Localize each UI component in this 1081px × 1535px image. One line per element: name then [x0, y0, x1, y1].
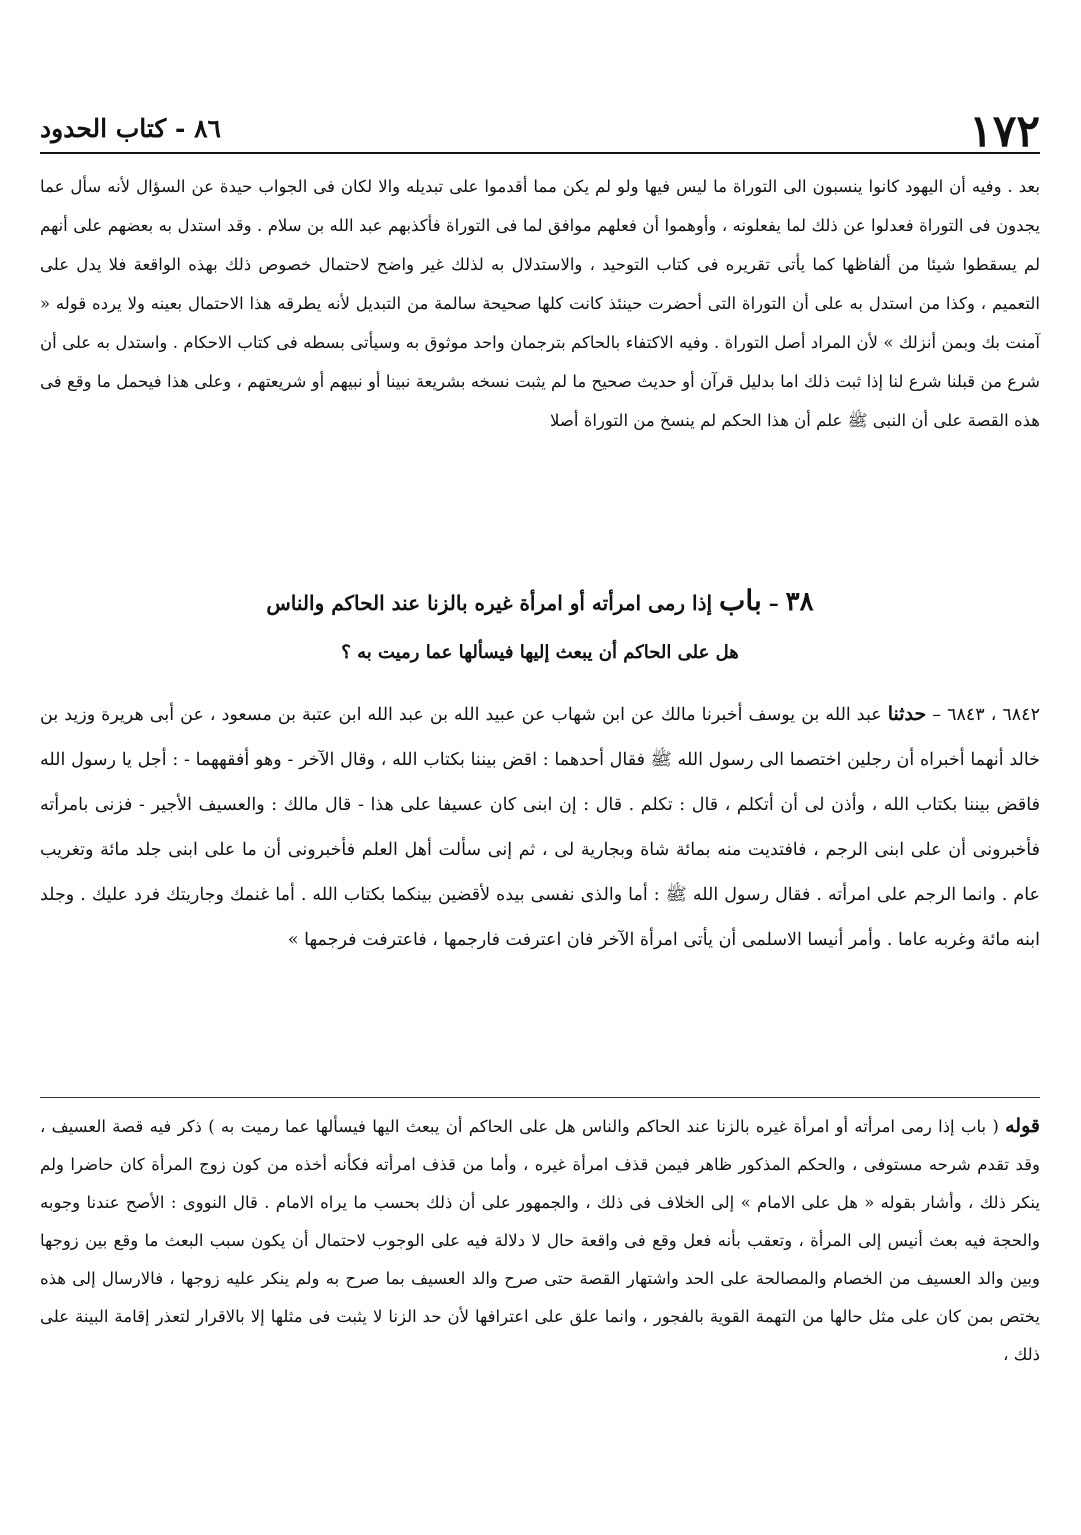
page-header [40, 98, 1040, 158]
chapter-number: ٣٨ [785, 587, 814, 617]
book-title: ٨٦ - كتاب الحدود [40, 114, 221, 143]
commentary-top [40, 167, 1040, 440]
hadith-lead: حدثنا [887, 703, 927, 725]
header-rule [40, 152, 1040, 154]
chapter-subtitle: هل على الحاكم أن يبعث إليها فيسألها عما رميت به ؟ [341, 642, 739, 663]
hadith-numbers: ٦٨٤٢ ، ٦٨٤٣ [947, 705, 1040, 725]
chapter-word: باب [719, 584, 762, 617]
section-divider [40, 1097, 1040, 1098]
hadith-paragraph: ٦٨٤٢ ، ٦٨٤٣ – حدثنا عبد الله بن يوسف أخبرنا مالك عن ابن شهاب عن عبيد الله بن عبد الله ابن عتبة بن مسعود ، عن أبى هريرة وزيد بن خالد أنهما أخبراه أن رجلين اختصما الى رسول الله ﷺ فقال أحدهما : اقض بيننا بكتاب الله ، وقال الآخر - وهو أفقههما - : أجل يا رسول الله فاقض بيننا بكتاب الله ، وأذن لى أن أتكلم ، قال : تكلم . قال : إن ابنى كان عسيفا على هذا - قال مالك : والعسيف الأجير - فزنى بامرأته فأخبرونى أن على ابنى الرجم ، فافتديت منه بمائة شاة وبجارية لى ، ثم إنى سألت أهل العلم فأخبرونى أن ما على ابنى جلد مائة وتغريب عام . وانما الرجم على امرأته . فقال رسول الله ﷺ : أما والذى نفسى بيده لأقضين بينكما بكتاب الله . أما غنمك وجاريتك فرد عليك . وجلد ابنه مائة وغربه عاما . وأمر أنيسا الاسلمى أن يأتى امرأة الآخر فان اعترفت فارجمها ، فاعترفت فرجمها » [40, 703, 1040, 950]
commentary-bottom-paragraph [40, 1107, 1040, 1374]
commentary-top-text: بعد . وفيه أن اليهود كانوا ينسبون الى التوراة ما ليس فيها ولو لم يكن مما أقدموا على تبديله والا لكان فى الجواب حيدة عن السؤال لأنه سأل عما يجدون فى التوراة فعدلوا عن ذلك لما يفعلونه ، وأوهموا أن فعلهم موافق لما فى التوراة فأكذبهم عبد الله بن سلام . وقد استدل به بعضهم على أنهم لم يسقطوا شيئا من ألفاظها كما يأتى تقريره فى كتاب التوحيد ، والاستدلال به لذلك غير واضح لاحتمال خصوص ذلك بهذه الواقعة فلا يدل على التعميم ، وكذا من استدل به على أن التوراة التى أحضرت حينئذ كانت كلها صحيحة سالمة من التبديل لأنه يطرقه هذا الاحتمال بعينه ولا يرده قوله « آمنت بك وبمن أنزلك » لأن المراد أصل التوراة . وفيه الاكتفاء بالحاكم بترجمان واحد موثوق به وسيأتى بسطه فى كتاب الاحكام . واستدل به على أن شرع من قبلنا شرع لنا إذا ثبت ذلك اما بدليل قرآن أو حديث صحيح ما لم يثبت نسخه بشريعة نبينا أو نبيهم أو شريعتهم ، وعلى هذا فيحمل ما وقع فى هذه القصة على أن النبى ﷺ علم أن هذا الحكم لم ينسخ من التوراة أصلا [40, 177, 1040, 430]
hadith-text-block [40, 692, 1040, 963]
page-number: ١٧٢ [969, 106, 1040, 157]
chapter-title: إذا رمى امرأته أو امرأة غيره بالزنا عند الحاكم والناس [266, 591, 713, 615]
commentary-bottom [40, 1107, 1040, 1374]
commentary-bottom-text: ( باب إذا رمى امرأته أو امرأة غيره بالزنا عند الحاكم والناس هل على الحاكم أن يبعث اليها فيسألها عما رميت به ) ذكر فيه قصة العسيف ، وقد تقدم شرحه مستوفى ، والحكم المذكور ظاهر فيمن قذف امرأة غيره ، وأما من قذف امرأته فكأنه أخذه من كون زوج المرأة كان حاضرا ولم ينكر ذلك ، وأشار بقوله « هل على الامام » إلى الخلاف فى ذلك ، والجمهور على أن ذلك بحسب ما يراه الامام . قال النووى : الأصح عندنا وجوبه والحجة فيه بعث أنيس إلى المرأة ، وتعقب بأنه فعل وقع فى واقعة حال لا دلالة فيه على الوجوب لاحتمال أن يكون سبب البعث ما وقع بين زوجها وبين والد العسيف من الخصام والمصالحة على الحد واشتهار القصة حتى صرح والد العسيف بما صرح به ولم ينكر عليه زوجها ، فالارسال إلى هذه يختص بمن كان على مثل حالها من التهمة القوية بالفجور ، وانما علق على اعترافها لأن حد الزنا لا يثبت فى مثلها إلا بالاقرار لتعذر إقامة البينة على ذلك ، [40, 1117, 1040, 1364]
chapter-heading: ٣٨ – باب إذا رمى امرأته أو امرأة غيره بالزنا عند الحاكم والناس [266, 584, 814, 617]
hadith-text: عبد الله بن يوسف أخبرنا مالك عن ابن شهاب عن عبيد الله بن عبد الله ابن عتبة بن مسعود ، عن أبى هريرة وزيد بن خالد أنهما أخبراه أن رجلين اختصما الى رسول الله ﷺ فقال أحدهما : اقض بيننا بكتاب الله ، وقال الآخر - وهو أفقههما - : أجل يا رسول الله فاقض بيننا بكتاب الله ، وأذن لى أن أتكلم ، قال : تكلم . قال : إن ابنى كان عسيفا على هذا - قال مالك : والعسيف الأجير - فزنى بامرأته فأخبرونى أن على ابنى الرجم ، فافتديت منه بمائة شاة وبجارية لى ، ثم إنى سألت أهل العلم فأخبرونى أن ما على ابنى جلد مائة وتغريب عام . وانما الرجم على امرأته . فقال رسول الله ﷺ : أما والذى نفسى بيده لأقضين بينكما بكتاب الله . أما غنمك وجاريتك فرد عليك . وجلد ابنه مائة وغربه عاما . وأمر أنيسا الاسلمى أن يأتى امرأة الآخر فان اعترفت فارجمها ، فاعترفت فرجمها » [40, 705, 1040, 950]
commentary-lead: قوله [1005, 1115, 1040, 1137]
